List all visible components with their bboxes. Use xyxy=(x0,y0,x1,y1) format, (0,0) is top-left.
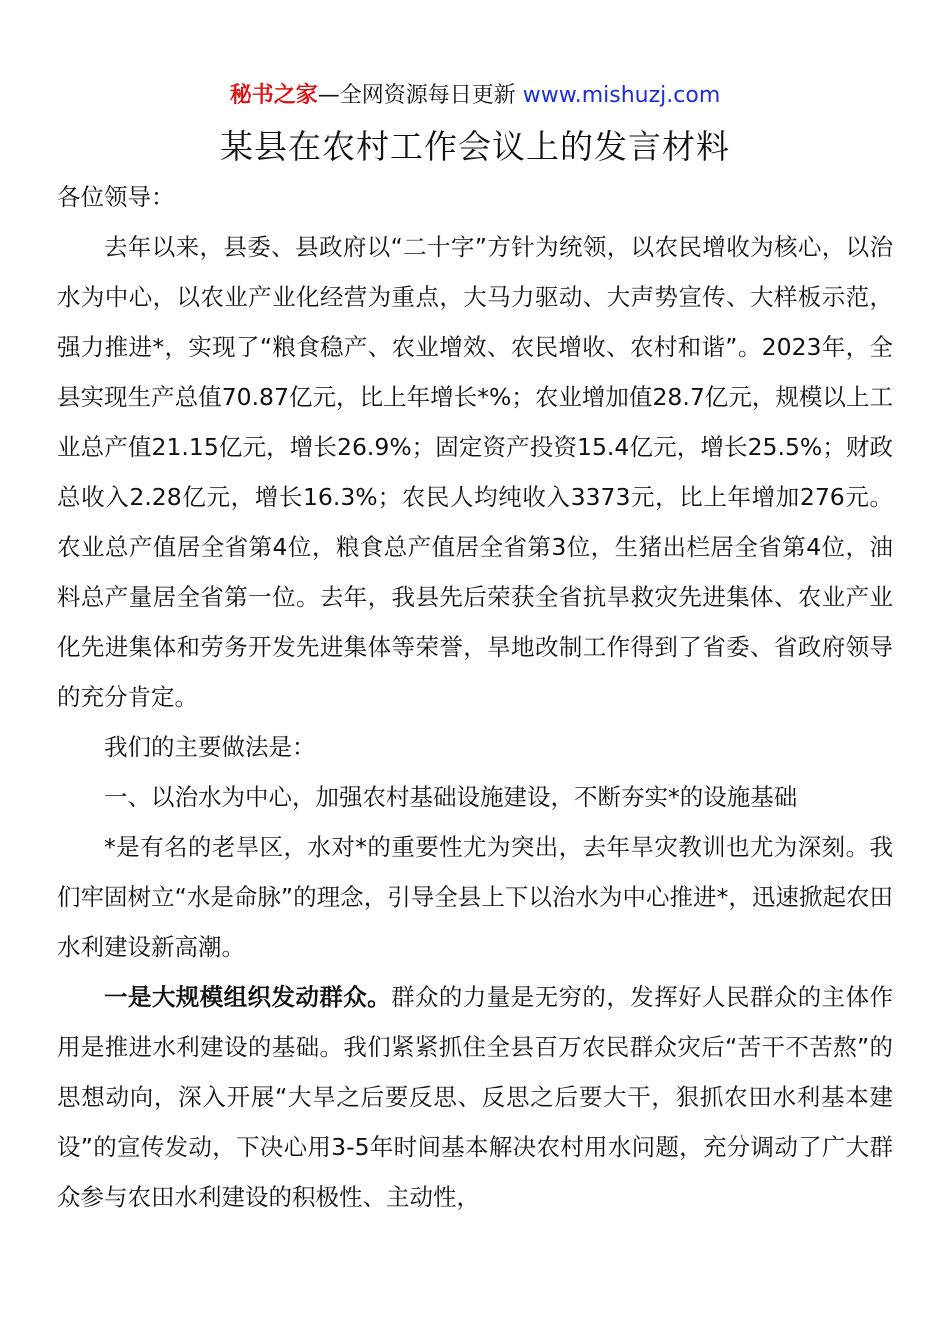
site-url-link[interactable]: www.mishuzj.com xyxy=(522,83,721,108)
paragraph-point-1 xyxy=(57,972,893,1222)
document-title: 某县在农村工作会议上的发言材料 xyxy=(220,127,730,166)
salutation: 各位领导： xyxy=(57,183,175,211)
point-1-lead: 一是大规模组织发动群众。 xyxy=(104,983,392,1011)
paragraph-section-1: *是有名的老旱区，水对*的重要性尤为突出，去年旱灾教训也尤为深刻。我们牢固树立“水是命脉”的理念，引导全县上下以治水为中心推进*，迅速掀起农田水利建设新高潮。 xyxy=(57,833,893,961)
document-body xyxy=(57,172,893,1222)
brand-name: 秘书之家 xyxy=(229,83,318,108)
section-heading-1: 一、以治水为中心，加强农村基础设施建设，不断夯实*的设施基础 xyxy=(104,783,798,811)
point-1-text: 群众的力量是无穷的，发挥好人民群众的主体作用是推进水利建设的基础。我们紧紧抓住全县百万农民群众灾后“苦干不苦熬”的思想动向，深入开展“大旱之后要反思、反思之后要大干，狠抓农田水利基本建设”的宣传发动，下决心用3-5年时间基本解决农村用水问题，充分调动了广大群众参与农田水利建设的积极性、主动性， xyxy=(57,983,893,1211)
site-header xyxy=(0,80,950,112)
paragraph-intro: 我们的主要做法是： xyxy=(104,733,316,761)
paragraph-overview: 去年以来，县委、县政府以“二十字”方针为统领，以农民增收为核心，以治水为中心，以农业产业化经营为重点，大马力驱动、大声势宣传、大样板示范，强力推进*，实现了“粮食稳产、农业增效、农民增收、农村和谐”。2023年，全县实现生产总值70.87亿元，比上年增长*%；农业增加值28.7亿元，规模以上工业总产值21.15亿元，增长26.9%；固定资产投资15.4亿元，增长25.5%；财政总收入2.28亿元，增长16.3%；农民人均纯收入3373元，比上年增加276元。农业总产值居全省第4位，粮食总产值居全省第3位，生猪出栏居全省第4位，油料总产量居全省第一位。去年，我县先后荣获全省抗旱救灾先进集体、农业产业化先进集体和劳务开发先进集体等荣誉，旱地改制工作得到了省委、省政府领导的充分肯定。 xyxy=(57,233,893,711)
header-tagline: —全网资源每日更新 xyxy=(317,83,516,108)
